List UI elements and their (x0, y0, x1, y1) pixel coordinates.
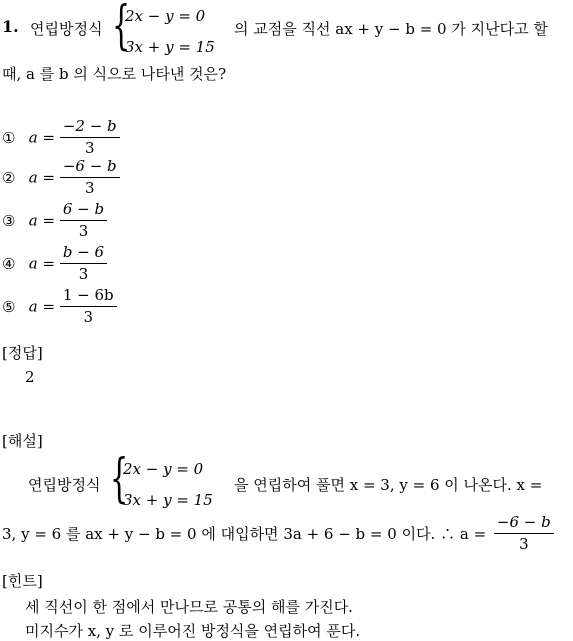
fraction-numerator: b − 6 (60, 244, 107, 264)
hint-line-2: 미지수가 x, y 로 이루어진 방정식을 연립하여 푼다. (25, 622, 361, 640)
choice-fraction (60, 244, 107, 283)
hint-line-1: 세 직선이 한 점에서 만나므로 공통의 해를 가진다. (25, 598, 353, 616)
choice-item[interactable] (2, 201, 107, 240)
choice-lhs: a = (28, 254, 56, 273)
answer-value: 2 (25, 368, 35, 386)
solution-text-after-system: 을 연립하여 풀면 x = 3, y = 6 이 나온다. x = (234, 476, 543, 494)
solution-lead: 연립방정식 (28, 476, 101, 494)
solution-equation-system (110, 449, 220, 511)
choice-item[interactable] (2, 244, 107, 283)
choice-lhs: a = (28, 211, 56, 230)
problem-text-line2: 때, a 를 b 의 식으로 나타낸 것은? (2, 65, 227, 83)
choice-fraction (60, 287, 117, 326)
fraction-denominator: 3 (78, 222, 89, 240)
solution-fraction (494, 514, 554, 553)
solution-header: [해설] (2, 432, 43, 450)
fraction-numerator: 6 − b (60, 201, 107, 221)
fraction-denominator: 3 (519, 535, 529, 553)
choice-mark: ① (2, 128, 16, 147)
problem-number: 1. (2, 17, 19, 36)
solution-line2 (2, 514, 554, 553)
left-brace-icon: { (112, 0, 131, 56)
answer-header: [정답] (2, 344, 43, 362)
left-brace-icon: { (110, 449, 129, 509)
choice-mark: ③ (2, 211, 16, 230)
fraction-denominator: 3 (84, 179, 95, 197)
problem-text-after-system: 의 교점을 직선 ax + y − b = 0 가 지난다고 할 (234, 20, 548, 38)
problem-lead: 연립방정식 (30, 20, 103, 38)
choice-lhs: a = (28, 168, 56, 187)
choice-mark: ④ (2, 254, 16, 273)
choice-mark: ② (2, 168, 16, 187)
choice-item[interactable] (2, 158, 120, 197)
fraction-denominator: 3 (78, 265, 89, 283)
choice-mark: ⑤ (2, 297, 16, 316)
choice-fraction (60, 201, 107, 240)
equation-line-1: 2x − y = 0 (123, 460, 204, 478)
fraction-numerator: −2 − b (60, 118, 120, 138)
equation-line-2: 3x + y = 15 (123, 491, 213, 509)
equation-line-1: 2x − y = 0 (125, 7, 206, 25)
choice-fraction (60, 158, 120, 197)
problem-equation-system (112, 2, 222, 58)
fraction-numerator: −6 − b (494, 514, 554, 534)
choice-lhs: a = (28, 128, 56, 147)
equation-line-2: 3x + y = 15 (125, 38, 215, 56)
choice-lhs: a = (28, 297, 56, 316)
choice-fraction (60, 118, 120, 157)
fraction-denominator: 3 (83, 308, 94, 326)
choice-item[interactable] (2, 118, 120, 157)
hint-header: [힌트] (2, 572, 43, 590)
fraction-denominator: 3 (84, 139, 95, 157)
solution-line2-text: 3, y = 6 를 ax + y − b = 0 에 대입하면 3a + 6 − b = 0 이다. ∴ a = (2, 525, 487, 543)
choice-item[interactable] (2, 287, 117, 326)
fraction-numerator: −6 − b (60, 158, 120, 178)
fraction-numerator: 1 − 6b (60, 287, 117, 307)
